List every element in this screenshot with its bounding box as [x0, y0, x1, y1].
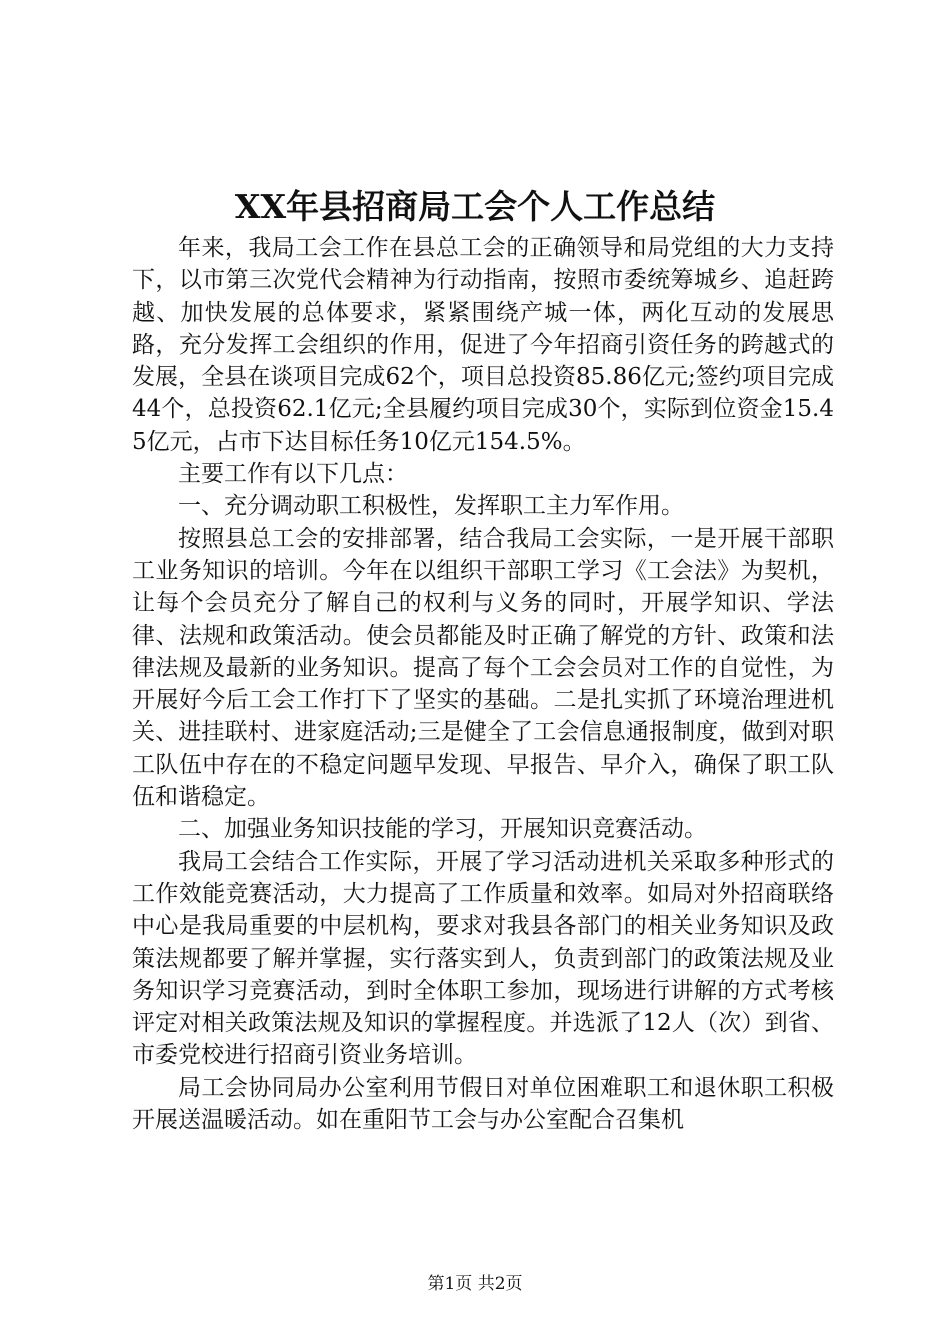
paragraph-main-points: 主要工作有以下几点： [178, 461, 408, 488]
page-number-footer: 第1页 共2页 [427, 1274, 523, 1294]
document-body [132, 232, 834, 1136]
paragraph-warmth-activity: 局工会协同局办公室利用节假日对单位困难职工和退休职工积极开展送温暖活动。如在重阳节工会与办公室配合召集机 [132, 1074, 834, 1134]
heading-section-1: 一、充分调动职工积极性，发挥职工主力军作用。 [178, 493, 684, 520]
document-title: XX年县招商局工会个人工作总结 [234, 187, 716, 226]
paragraph-section-1: 按照县总工会的安排部署，结合我局工会实际，一是开展干部职工业务知识的培训。今年在以组织干部职工学习《工会法》为契机，让每个会员充分了解自己的权利与义务的同时，开展学知识、学法律、法规和政策活动。使会员都能及时正确了解党的方针、政策和法律法规及最新的业务知识。提高了每个工会会员对工作的自觉性，为开展好今后工会工作打下了坚实的基础。二是扎实抓了环境治理进机关、进挂联村、进家庭活动;三是健全了工会信息通报制度，做到对职工队伍中存在的不稳定问题早发现、早报告、早介入，确保了职工队伍和谐稳定。 [132, 525, 834, 811]
heading-section-2: 二、加强业务知识技能的学习，开展知识竞赛活动。 [178, 816, 707, 843]
paragraph-intro: 年来，我局工会工作在县总工会的正确领导和局党组的大力支持下，以市第三次党代会精神为行动指南，按照市委统筹城乡、追赶跨越、加快发展的总体要求，紧紧围绕产城一体，两化互动的发展思路，充分发挥工会组织的作用，促进了今年招商引资任务的跨越式的发展，全县在谈项目完成62个，项目总投资85.86亿元;签约项目完成44个，总投资62.1亿元;全县履约项目完成30个，实际到位资金15.45亿元，占市下达目标任务10亿元154.5%。 [132, 235, 834, 455]
paragraph-section-2: 我局工会结合工作实际，开展了学习活动进机关采取多种形式的工作效能竞赛活动，大力提高了工作质量和效率。如局对外招商联络中心是我局重要的中层机构，要求对我县各部门的相关业务知识及政策法规都要了解并掌握，实行落实到人，负责到部门的政策法规及业务知识学习竞赛活动，到时全体职工参加，现场进行讲解的方式考核评定对相关政策法规及知识的掌握程度。并选派了12人（次）到省、市委党校进行招商引资业务培训。 [132, 848, 834, 1069]
